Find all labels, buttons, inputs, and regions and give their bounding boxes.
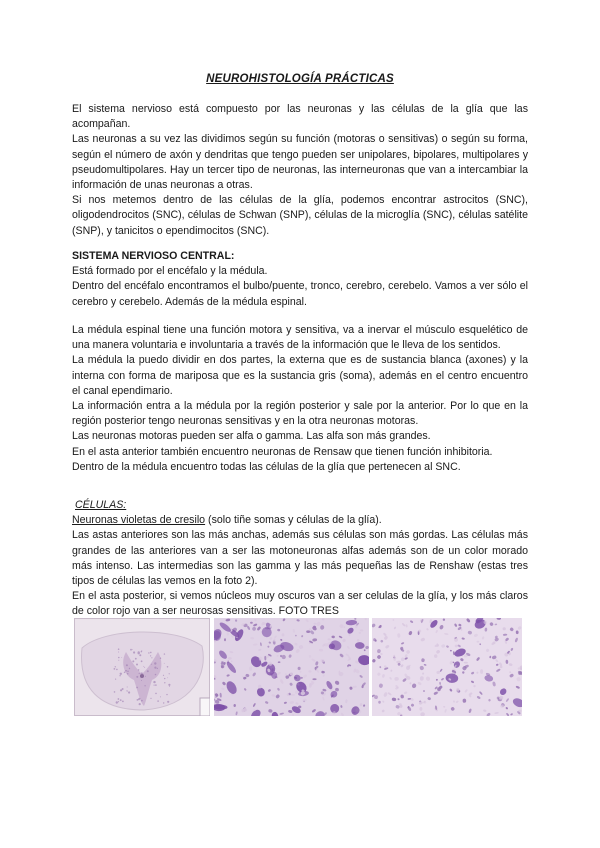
celulas-paragraph-1: Las astas anteriores son las más anchas, además sus células son más gordas. Las células más grandes de las anteriores van a ser las motoneuronas alfas además son de un color morado más intenso. Las intermedias son las gamma y las más pequeñas las de Renshaw (estas tres tipos de células las vemos en la foto 2).: [72, 529, 528, 588]
medula-section: [72, 323, 528, 475]
medula-paragraph-5: En el asta anterior también encuentro neuronas de Rensaw que tienen función inhibitoria.: [72, 445, 493, 458]
intro-paragraph-2: Las neuronas a su vez las dividimos según su función (motoras o sensitivas) o según su forma, según el número de axón y dendritas que tengo pueden ser unipolares, bipolares, multipolares y pseudomultipolares. Hay un tercer tipo de neuronas, las interneuronas que van a intercambiar la información de unas neuronas a otras.: [72, 133, 528, 192]
celulas-heading: CÉLULAS:: [75, 499, 127, 511]
spinal-cord-micrograph: [74, 618, 210, 716]
intro-paragraph-3: Si nos metemos dentro de las células de la glía, podemos encontrar astrocitos (SNC), oligodendrocitos (SNC), células de Schwan (SNP), células de la microglía (SNC), células satélite (SNP), y tanicitos o ependimocitos (SNC).: [72, 194, 528, 237]
medula-paragraph-4: Las neuronas motoras pueden ser alfa o gamma. Las alfa son más grandes.: [72, 430, 431, 443]
medula-paragraph-2: La médula la puedo dividir en dos partes, la externa que es de sustancia blanca (axones) y la interna con forma de mariposa que es la sustancia gris (soma), además en el centro encuentro el canal ependimario.: [72, 354, 528, 397]
celulas-paragraph-2: En el asta posterior, si vemos núcleos muy oscuros van a ser celulas de la glía, y los más claros de color rojo van a ser neurosas sensitivas. FOTO TRES: [72, 590, 528, 618]
posterior-horn-micrograph: [372, 618, 522, 716]
intro-section: [72, 102, 528, 239]
anterior-horn-micrograph: [214, 618, 369, 716]
medula-paragraph-1: La médula espinal tiene una función motora y sensitiva, va a inervar el músculo esquelético de una manera voluntaria e involuntaria a través de la información que le lleva de los sentidos.: [72, 324, 528, 352]
intro-paragraph-1: El sistema nervioso está compuesto por las neuronas y las células de la glía que las acompañan.: [72, 103, 528, 131]
celulas-section: [72, 498, 528, 620]
medula-paragraph-6: Dentro de la médula encuentro todas las células de la glía que pertenecen al SNC.: [72, 460, 461, 473]
snc-paragraph-2: Dentro del encéfalo encontramos el bulbo/puente, tronco, cerebro, cerebelo. Vamos a ver sólo el cerebro y cerebelo. Además de la médula espinal.: [72, 280, 528, 308]
snc-section: [72, 249, 528, 310]
page-title: NEUROHISTOLOGÍA PRÁCTICAS: [206, 73, 394, 85]
snc-paragraph-1: Está formado por el encéfalo y la médula.: [72, 265, 268, 278]
snc-heading: SISTEMA NERVIOSO CENTRAL:: [72, 250, 235, 262]
medula-paragraph-3: La información entra a la médula por la región posterior y sale por la anterior. Por lo que en la región posterior tengo neuronas sensitivas y en la otra neuronas motoras.: [72, 400, 528, 428]
celulas-subheading: Neuronas violetas de cresilo: [72, 514, 206, 527]
celulas-subheading-rest: (solo tiñe somas y células de la glía).: [205, 514, 382, 527]
